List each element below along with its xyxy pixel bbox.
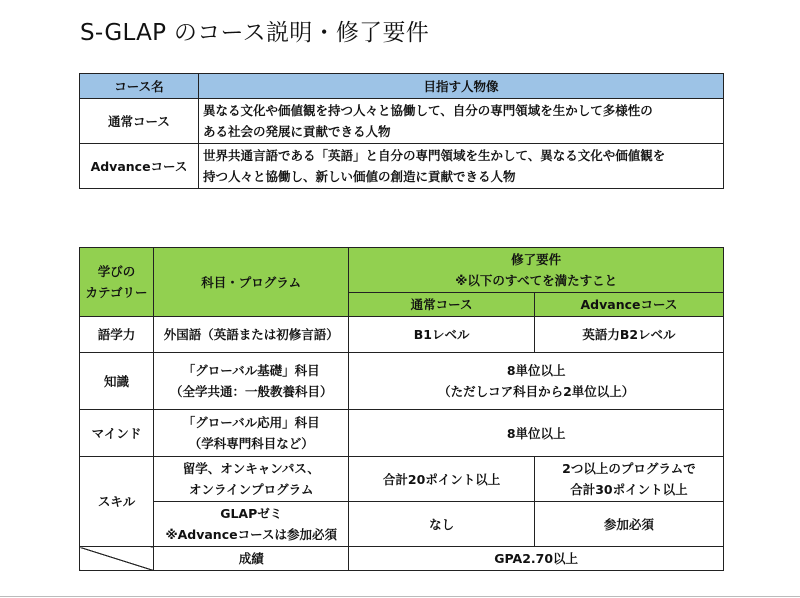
grades-req: GPA2.70以上 <box>349 547 724 571</box>
program-line: 「グローバル基礎」科目 <box>182 363 320 378</box>
advance-skill-req-1 <box>534 457 723 502</box>
program-language: 外国語（英語または初修言語） <box>154 317 349 353</box>
page-title: S-GLAP のコース説明・修了要件 <box>80 20 430 46</box>
mind-req: 8単位以上 <box>349 410 724 457</box>
category-knowledge: 知識 <box>80 353 154 410</box>
program-header: 科目・プログラム <box>154 248 349 317</box>
course-desc-line: 世界共通言語である「英語」と自分の専門領域を生かして、異なる文化や価値観を <box>203 148 666 163</box>
program-knowledge <box>154 353 349 410</box>
program-line: ※Advanceコースは参加必須 <box>165 527 337 542</box>
requirements-header-line: 修了要件 <box>511 252 562 267</box>
category-language: 語学力 <box>80 317 154 353</box>
program-skill-1 <box>154 457 349 502</box>
table-row <box>80 99 724 144</box>
category-skill: スキル <box>80 457 154 547</box>
req-line: 2つ以上のプログラムで <box>562 461 696 476</box>
knowledge-req <box>349 353 724 410</box>
course-desc-line: 異なる文化や価値観を持つ人々と協働して、自分の専門領域を生かして多様性の <box>203 103 653 118</box>
table-row <box>80 502 724 547</box>
normal-skill-req-1: 合計20ポイント以上 <box>349 457 535 502</box>
program-line: 留学、オンキャンパス、 <box>182 461 320 476</box>
completion-requirements-table <box>79 247 724 571</box>
course-description-table <box>79 73 724 189</box>
category-header-line: カテゴリー <box>85 285 148 300</box>
category-mind: マインド <box>80 410 154 457</box>
ideal-person-header: 目指す人物像 <box>199 74 724 99</box>
table-row <box>80 457 724 502</box>
table-row <box>80 144 724 189</box>
req-line: 8単位以上 <box>506 363 566 378</box>
course-name-normal: 通常コース <box>80 99 199 144</box>
advance-course-header: Advanceコース <box>534 293 723 317</box>
requirements-header-line: ※以下のすべてを満たすこと <box>455 273 618 288</box>
normal-skill-req-2: なし <box>349 502 535 547</box>
normal-language-req: B1レベル <box>349 317 535 353</box>
table-row <box>80 317 724 353</box>
normal-course-header: 通常コース <box>349 293 535 317</box>
program-line: GLAPゼミ <box>220 506 283 521</box>
requirements-header <box>349 248 724 293</box>
program-line: （学科専門科目など） <box>188 436 314 451</box>
course-desc-normal <box>199 99 724 144</box>
course-desc-line: ある社会の発展に貢献できる人物 <box>203 124 391 139</box>
program-line: 「グローバル応用」科目 <box>182 415 320 430</box>
table-row <box>80 410 724 457</box>
course-desc-advance <box>199 144 724 189</box>
course-desc-line: 持つ人々と協働し、新しい価値の創造に貢献できる人物 <box>203 169 516 184</box>
program-line: オンラインプログラム <box>188 482 314 497</box>
program-grades: 成績 <box>154 547 349 571</box>
table-row <box>80 353 724 410</box>
advance-skill-req-2: 参加必須 <box>534 502 723 547</box>
table-row <box>80 547 724 571</box>
diagonal-empty-cell <box>80 547 154 571</box>
course-name-header: コース名 <box>80 74 199 99</box>
category-header-line: 学びの <box>97 264 136 279</box>
program-line: （全学共通：一般教養科目） <box>169 384 333 399</box>
req-line: （ただしコア科目から2単位以上） <box>438 384 635 399</box>
course-name-advance: Advanceコース <box>80 144 199 189</box>
advance-language-req: 英語力B2レベル <box>534 317 723 353</box>
page-bottom-divider <box>0 596 800 597</box>
category-header <box>80 248 154 317</box>
req-header-row <box>80 248 724 293</box>
req-line: 合計30ポイント以上 <box>570 482 688 497</box>
program-mind <box>154 410 349 457</box>
course-table-header-row <box>80 74 724 99</box>
program-skill-2 <box>154 502 349 547</box>
